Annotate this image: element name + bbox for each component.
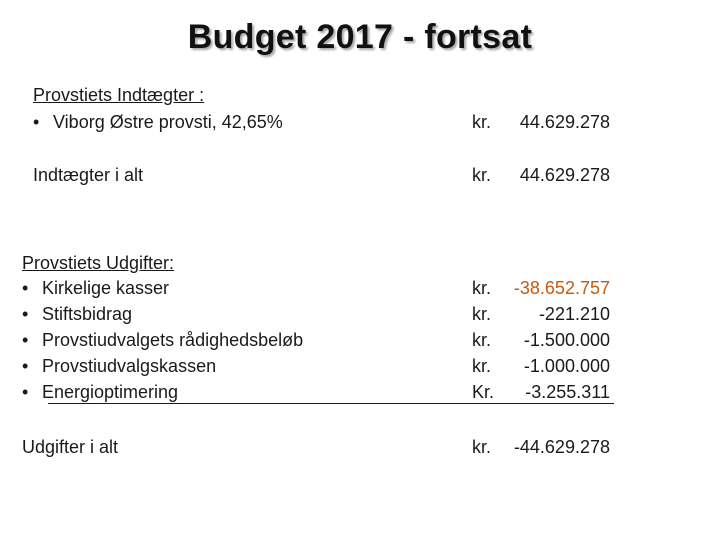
currency-label: Kr. bbox=[472, 382, 495, 402]
expense-item-label: Provstiudvalgets rådighedsbeløb bbox=[42, 330, 304, 350]
expense-item-amount bbox=[472, 329, 610, 351]
amount-value: -3.255.311 bbox=[525, 382, 610, 402]
bullet: • bbox=[22, 278, 29, 298]
income-total-label: Indtægter i alt bbox=[33, 165, 144, 185]
expense-item-amount bbox=[472, 303, 610, 325]
expense-item bbox=[22, 381, 178, 403]
expense-item-amount bbox=[472, 355, 610, 377]
currency-label: kr. bbox=[472, 304, 492, 324]
amount-value: -44.629.278 bbox=[513, 437, 610, 457]
income-item bbox=[33, 111, 283, 133]
expense-item bbox=[22, 355, 216, 377]
bullet: • bbox=[22, 356, 29, 376]
income-heading: Provstiets Indtægter : bbox=[33, 85, 205, 105]
bullet: • bbox=[22, 382, 29, 402]
expenses-total-label: Udgifter i alt bbox=[22, 437, 119, 457]
amount-value: 44.629.278 bbox=[519, 112, 610, 132]
expense-item-label: Kirkelige kasser bbox=[42, 278, 170, 298]
expense-item-label: Energioptimering bbox=[42, 382, 179, 402]
expense-item-amount bbox=[472, 381, 610, 403]
amount-value: -1.500.000 bbox=[523, 330, 610, 350]
subtotal-rule bbox=[48, 403, 614, 404]
expense-item bbox=[22, 303, 132, 325]
currency-label: kr. bbox=[472, 112, 492, 132]
currency-label: kr. bbox=[472, 356, 492, 376]
amount-value: -1.000.000 bbox=[523, 356, 610, 376]
amount-value-highlight: -38.652.757 bbox=[513, 278, 610, 298]
currency-label: kr. bbox=[472, 330, 492, 350]
expense-item-amount bbox=[472, 277, 610, 299]
expense-item bbox=[22, 277, 169, 299]
bullet: • bbox=[22, 330, 29, 350]
bullet: • bbox=[22, 304, 29, 324]
currency-label: kr. bbox=[472, 278, 492, 298]
expenses-total-amount bbox=[472, 436, 610, 458]
expenses-heading: Provstiets Udgifter: bbox=[22, 253, 175, 273]
page-title: Budget 2017 - fortsat bbox=[187, 18, 533, 56]
income-item-label: Viborg Østre provsti, 42,65% bbox=[53, 112, 283, 132]
income-total-amount bbox=[472, 164, 610, 186]
bullet: • bbox=[33, 112, 40, 132]
currency-label: kr. bbox=[472, 165, 492, 185]
income-item-amount bbox=[472, 111, 610, 133]
amount-value: -221.210 bbox=[538, 304, 610, 324]
expense-item-label: Provstiudvalgskassen bbox=[42, 356, 217, 376]
amount-value: 44.629.278 bbox=[519, 165, 610, 185]
expense-item bbox=[22, 329, 303, 351]
expense-item-label: Stiftsbidrag bbox=[42, 304, 133, 324]
currency-label: kr. bbox=[472, 437, 492, 457]
